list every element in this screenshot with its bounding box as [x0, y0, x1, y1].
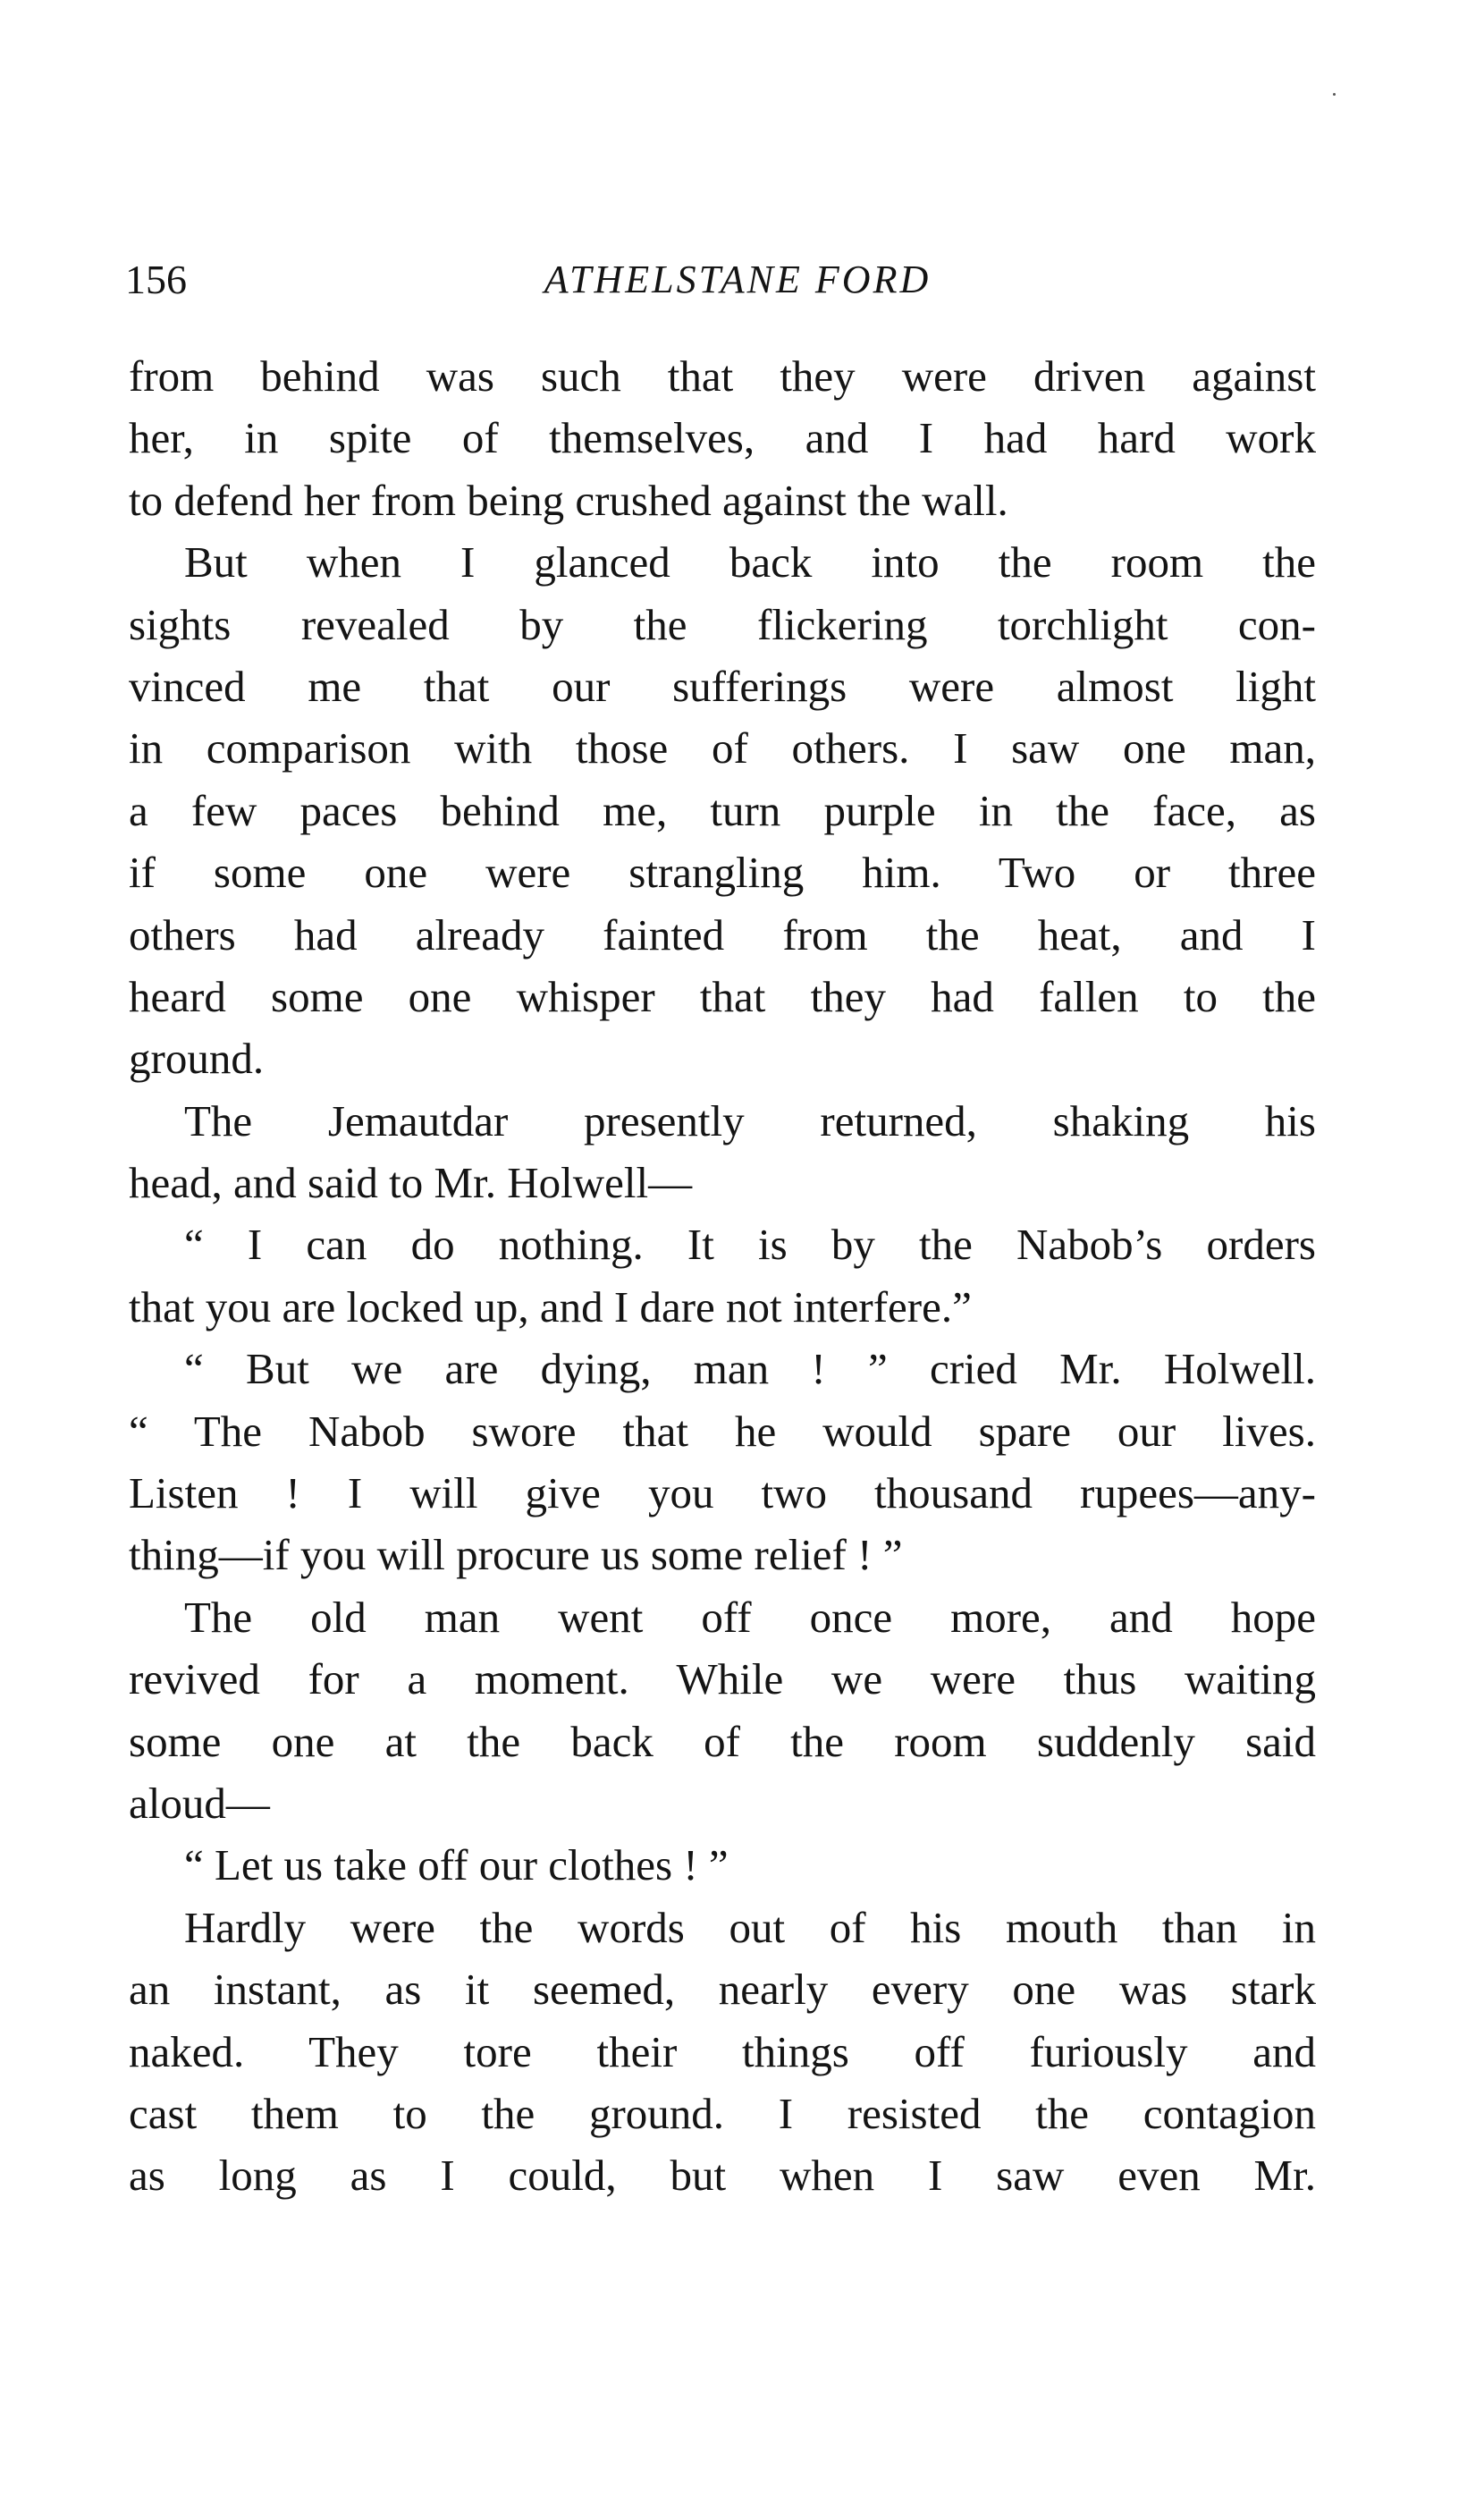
text-line: in comparison with those of others. I saw one man, [129, 723, 1316, 773]
text-line: “ The Nabob swore that he would spare our lives. [129, 1406, 1316, 1456]
page-header [125, 249, 1314, 311]
text-line: naked. They tore their things off furiously and [129, 2026, 1316, 2076]
text-line: vinced me that our sufferings were almost light [129, 661, 1316, 711]
running-head: ATHELSTANE FORD [544, 258, 932, 301]
text-line: if some one were strangling him. Two or three [129, 848, 1316, 898]
text-line: “ Let us take off our clothes ! ” [184, 1840, 729, 1890]
text-line: from behind was such that they were driven against [129, 351, 1316, 401]
text-line: a few paces behind me, turn purple in the face, as [129, 785, 1316, 835]
text-line: The Jemautdar presently returned, shaking his [184, 1095, 1316, 1145]
text-line: revived for a moment. While we were thus waiting [129, 1654, 1316, 1704]
text-line: to defend her from being crushed against the wall. [129, 475, 1008, 525]
text-line: thing—if you will procure us some relief ! ” [129, 1530, 903, 1580]
text-line: Listen ! I will give you two thousand rupees—any- [129, 1468, 1316, 1518]
text-line: aloud— [129, 1778, 270, 1828]
text-line: Hardly were the words out of his mouth than in [184, 1902, 1316, 1952]
text-line: as long as I could, but when I saw even Mr. [129, 2151, 1316, 2201]
text-line: an instant, as it seemed, nearly every one was stark [129, 1965, 1316, 2015]
page-number: 156 [125, 257, 187, 302]
text-line: others had already fainted from the heat, and I [129, 909, 1316, 959]
text-line: heard some one whisper that they had fallen to the [129, 971, 1316, 1021]
text-line: her, in spite of themselves, and I had hard work [129, 413, 1316, 463]
body-text [129, 345, 1316, 2207]
text-line: some one at the back of the room suddenly said [129, 1716, 1316, 1766]
text-line: The old man went off once more, and hope [184, 1592, 1316, 1642]
text-line: cast them to the ground. I resisted the contagion [129, 2088, 1316, 2138]
print-speck [1333, 93, 1336, 96]
text-line: “ I can do nothing. It is by the Nabob’s orders [184, 1220, 1316, 1270]
text-line: head, and said to Mr. Holwell— [129, 1158, 693, 1208]
text-line: that you are locked up, and I dare not interfere.” [129, 1281, 972, 1331]
text-line: sights revealed by the flickering torchlight con- [129, 599, 1316, 649]
text-line: ground. [129, 1034, 265, 1084]
text-line: But when I glanced back into the room the [184, 537, 1316, 587]
text-line: “ But we are dying, man ! ” cried Mr. Holwell. [184, 1344, 1316, 1394]
